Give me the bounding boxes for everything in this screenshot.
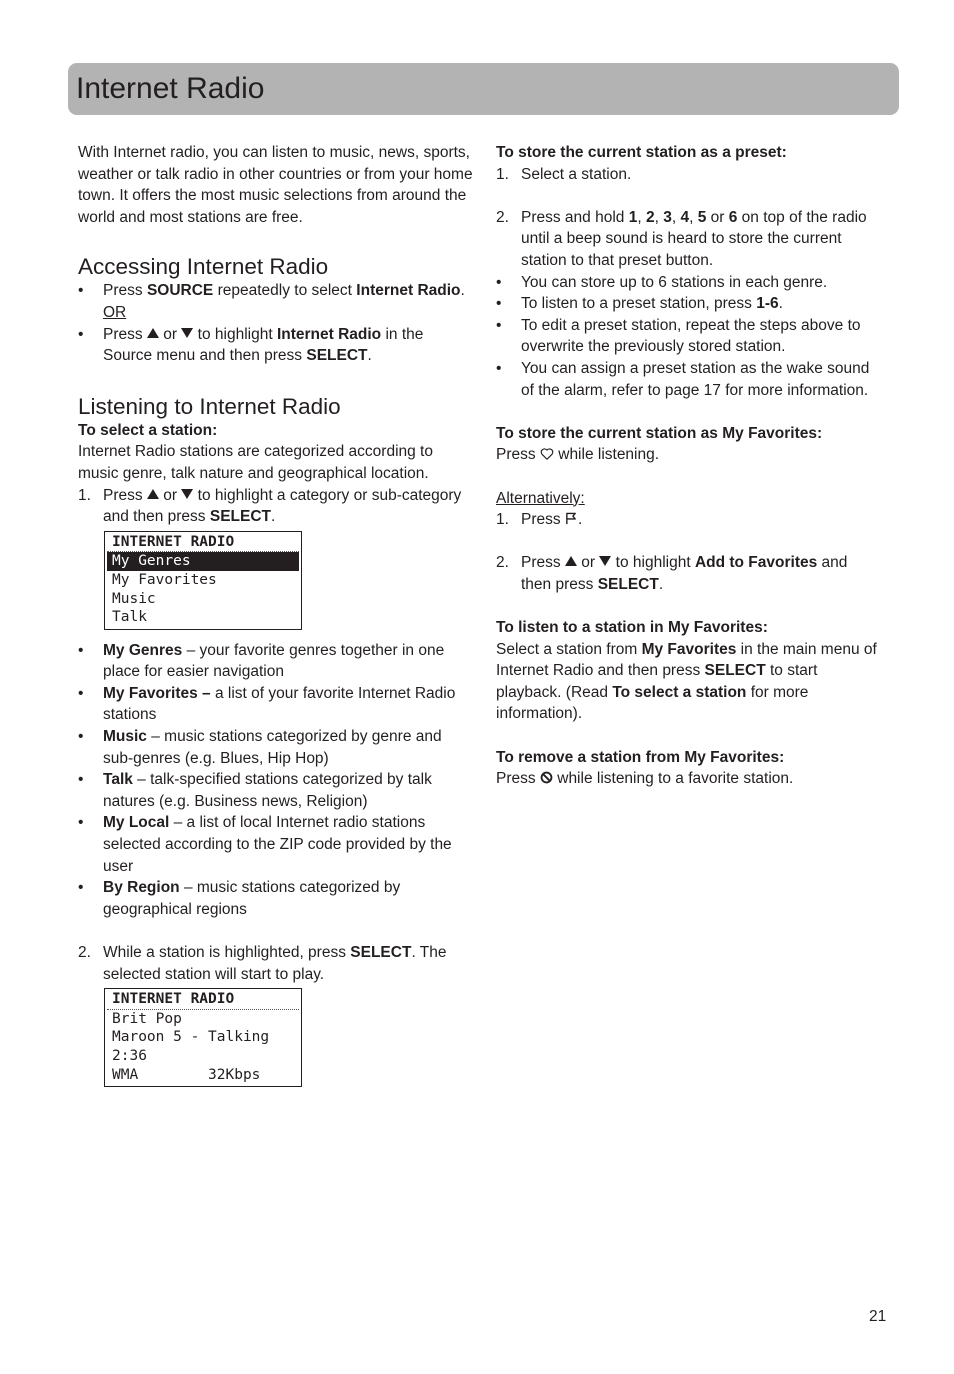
lcd-row: Talk: [112, 609, 147, 626]
preset-bullet: • To edit a preset station, repeat the steps above to overwrite the previously stored station.: [496, 316, 861, 356]
page-title: Internet Radio: [76, 72, 265, 105]
bullet: •: [78, 282, 84, 300]
lcd-row: Music: [112, 590, 156, 607]
preset-bullet: • You can assign a preset station as the wake sound of the alarm, refer to page 17 for more information.: [496, 359, 870, 399]
favorites-instruction: Press while listening.: [496, 446, 660, 464]
title-bar: [68, 63, 899, 115]
list-item: • Press SOURCE repeatedly to select Internet Radio. OR: [78, 282, 465, 321]
down-triangle-icon: [181, 489, 193, 499]
category-list: [78, 640, 473, 921]
bullet: •: [78, 325, 84, 343]
preset-bullet: • To listen to a preset station, press 1-6.: [496, 295, 783, 313]
lcd-menu-display: [104, 531, 302, 630]
lcd-row: My Favorites: [112, 571, 217, 588]
listen-favorites-heading: To listen to a station in My Favorites:: [496, 619, 768, 637]
lcd-row: 2:36: [112, 1047, 147, 1064]
up-triangle-icon: [147, 489, 159, 499]
page-number: 21: [869, 1308, 887, 1325]
category-item: • Talk – talk-specified stations categorized by talk natures (e.g. Business news, Religion): [78, 771, 432, 810]
preset-heading: To store the current station as a preset:: [496, 144, 787, 161]
lcd-row-selected: My Genres: [107, 552, 299, 571]
remove-favorites-heading: To remove a station from My Favorites:: [496, 748, 785, 766]
remove-favorites-paragraph: Press while listening to a favorite station.: [496, 770, 794, 788]
up-triangle-icon: [565, 556, 577, 566]
accessing-heading: Accessing Internet Radio: [78, 254, 329, 280]
favorites-heading: To store the current station as My Favorites:: [496, 424, 823, 442]
right-column: [496, 142, 881, 790]
down-triangle-icon: [599, 556, 611, 566]
category-item: • By Region – music stations categorized by geographical regions: [78, 879, 401, 918]
left-column: [78, 142, 473, 1087]
heart-icon: [540, 447, 554, 461]
category-item: • Music – music stations categorized by genre and sub-genres (e.g. Blues, Hip Hop): [78, 728, 442, 767]
listening-description: Internet Radio stations are categorized according to music genre, talk nature and geographical location.: [78, 443, 433, 482]
favorites-step-2: 2. Press or to highlight Add to Favorites and then press SELECT.: [496, 554, 848, 593]
select-station-subheading: To select a station:: [78, 421, 218, 439]
step-2: 2. While a station is highlighted, press SELECT. The selected station will start to play.: [78, 944, 447, 983]
category-item: • My Local – a list of local Internet radio stations selected according to the ZIP code provided by the user: [78, 814, 452, 875]
intro-paragraph: With Internet radio, you can listen to music, news, sports, weather or talk radio in other countries or from your home town. It offers the most music selections from around the world and most stations are free.: [78, 144, 473, 226]
up-triangle-icon: [147, 328, 159, 338]
preset-step-2: 2. Press and hold 1, 2, 3, 4, 5 or 6 on top of the radio until a beep sound is heard to store the current station to that preset button.: [496, 208, 867, 269]
listening-heading: Listening to Internet Radio: [78, 393, 341, 419]
lcd-row: Brit Pop: [112, 1010, 182, 1027]
step-1: 1. Press or to highlight a category or sub-category and then press SELECT.: [78, 486, 462, 526]
alternatively-label: Alternatively:: [496, 489, 585, 507]
lcd-playing-display: [104, 988, 302, 1087]
or-label: OR: [103, 303, 127, 321]
lcd-row: WMA 32Kbps: [112, 1066, 261, 1083]
category-item: • My Favorites – a list of your favorite Internet Radio stations: [78, 684, 456, 724]
list-item: • Press or to highlight Internet Radio in the Source menu and then press SELECT.: [78, 325, 424, 365]
down-triangle-icon: [181, 328, 193, 338]
flag-icon: [565, 512, 578, 525]
lcd-header: INTERNET RADIO: [107, 533, 299, 553]
category-item: • My Genres – your favorite genres together in one place for easier navigation: [78, 641, 445, 681]
listen-favorites-paragraph: Select a station from My Favorites in the main menu of Internet Radio and then press SELECT to start playback. (Read To select a station for more information).: [496, 640, 877, 723]
favorites-step-1: 1. Press .: [496, 511, 583, 529]
lcd-row: Maroon 5 - Talking: [112, 1029, 270, 1046]
preset-bullet: • You can store up to 6 stations in each genre.: [496, 273, 828, 291]
remove-icon: [540, 771, 553, 784]
lcd-header: INTERNET RADIO: [107, 990, 299, 1010]
preset-step-1: 1. Select a station.: [496, 165, 632, 183]
